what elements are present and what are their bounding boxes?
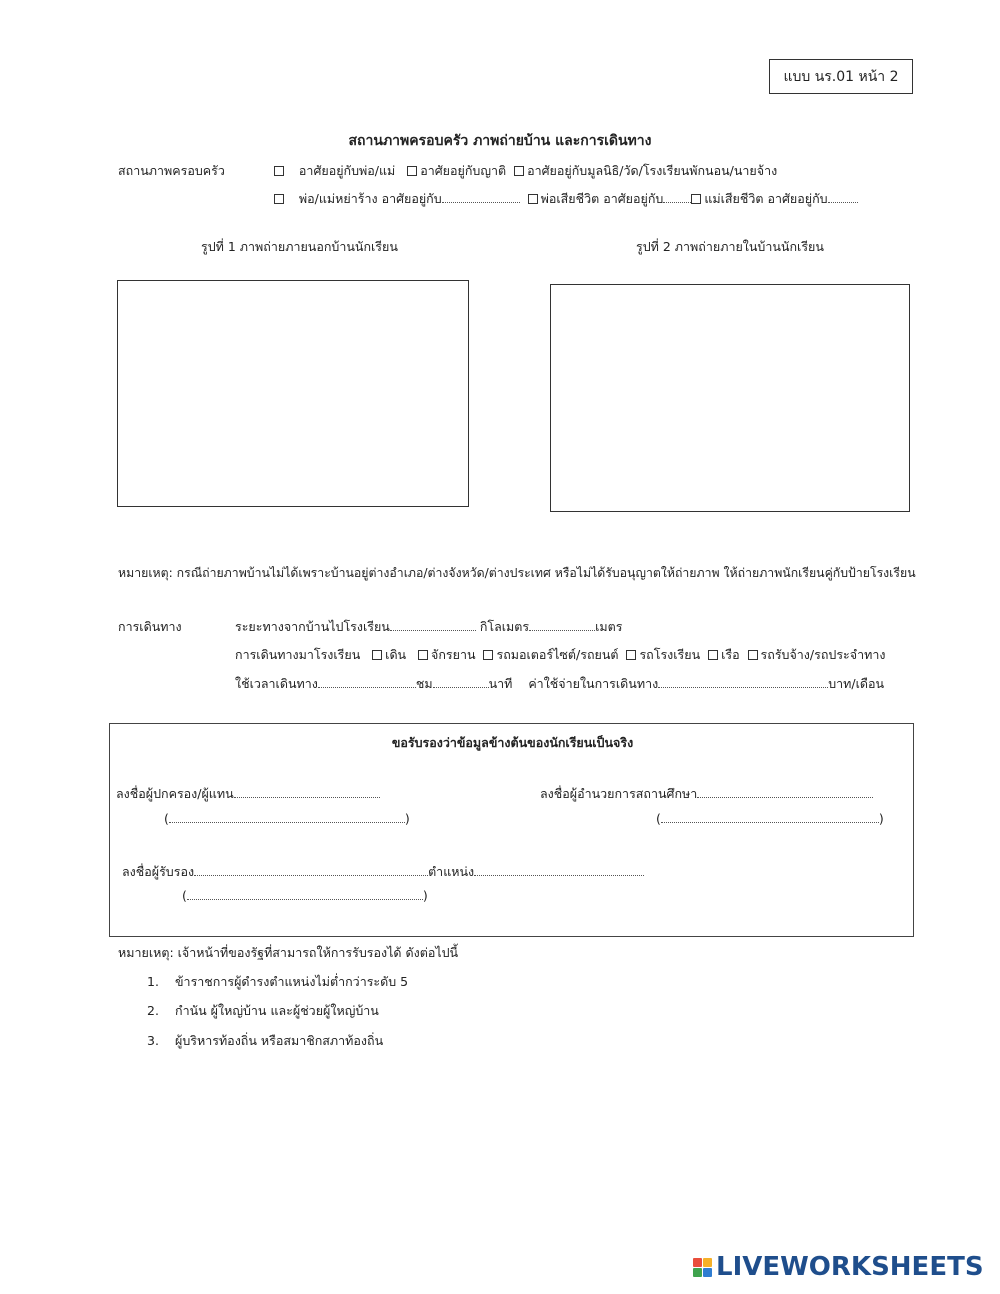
mode-boat: เรือ	[721, 647, 740, 662]
travel-minutes-field[interactable]	[433, 676, 489, 688]
certifier-name-field[interactable]	[187, 888, 423, 900]
minutes-unit: นาที	[488, 676, 513, 691]
certifier-list-item	[147, 1031, 383, 1051]
certifier-signature-field[interactable]	[194, 864, 428, 876]
certifier-name-row	[182, 888, 428, 903]
checkbox-bicycle[interactable]	[418, 650, 428, 660]
mode-school-bus: รถโรงเรียน	[639, 647, 701, 662]
guardian-signature-field[interactable]	[234, 786, 380, 798]
mode-motorcycle-car: รถมอเตอร์ไซต์/รถยนต์	[496, 647, 619, 662]
director-name-field[interactable]	[661, 811, 879, 823]
travel-label: การเดินทาง	[118, 619, 182, 634]
form-id-label: แบบ นร.01 หน้า 2	[769, 59, 913, 94]
open-paren: (	[656, 811, 661, 826]
option-mother-deceased: แม่เสียชีวิต อาศัยอยู่กับ	[704, 191, 828, 206]
page-title: สถานภาพครอบครัว ภาพถ่ายบ้าน และการเดินทาง	[348, 133, 652, 149]
director-signature-field[interactable]	[697, 786, 873, 798]
close-paren: )	[878, 811, 884, 826]
checkbox-hired-public-transport[interactable]	[748, 650, 758, 660]
logo-text: LIVEWORKSHEETS	[716, 1252, 984, 1282]
certifier-list-item	[147, 1001, 379, 1021]
option-father-deceased: พ่อเสียชีวิต อาศัยอยู่กับ	[540, 191, 664, 206]
list-number: 3.	[147, 1033, 159, 1048]
open-paren: (	[164, 811, 169, 826]
position-label: ตำแหน่ง	[428, 864, 475, 879]
guardian-signature-label: ลงชื่อผู้ปกครอง/ผู้แทน	[116, 786, 234, 801]
checkbox-live-with-relatives[interactable]	[407, 166, 417, 176]
travel-mode-row	[235, 645, 885, 665]
list-number: 2.	[147, 1003, 159, 1018]
logo-squares-icon	[693, 1258, 712, 1277]
checkbox-walk[interactable]	[372, 650, 382, 660]
mode-walk: เดิน	[385, 647, 407, 662]
hours-unit: ชม	[415, 676, 433, 691]
cost-label: ค่าใช้จ่ายในการเดินทาง	[528, 676, 659, 691]
list-text: ผู้บริหารท้องถิ่น หรือสมาชิกสภาท้องถิ่น	[175, 1033, 384, 1048]
list-number: 1.	[147, 974, 159, 989]
certifier-signature-label: ลงชื่อผู้รับรอง	[122, 864, 195, 879]
guardian-name-field[interactable]	[169, 811, 405, 823]
option-live-with-parents: อาศัยอยู่กับพ่อ/แม่	[298, 163, 396, 178]
option-live-with-foundation: อาศัยอยู่กับมูลนิธิ/วัด/โรงเรียนพักนอน/นายจ้าง	[527, 163, 778, 178]
photo-box-exterior[interactable]	[117, 280, 469, 507]
photo-caption-1: รูปที่ 1 ภาพถ่ายภายนอกบ้านนักเรียน	[201, 239, 398, 254]
mode-hired-public-transport: รถรับจ้าง/รถประจำทาง	[760, 647, 886, 662]
certifier-signature-row	[122, 862, 644, 882]
baht-unit: บาท/เดือน	[828, 676, 885, 691]
checkbox-boat[interactable]	[708, 650, 718, 660]
family-status-label: สถานภาพครอบครัว	[118, 163, 225, 178]
certifier-note-heading: หมายเหตุ: เจ้าหน้าที่ของรัฐที่สามารถให้การรับรองได้ ดังต่อไปนี้	[118, 945, 459, 960]
checkbox-school-bus[interactable]	[626, 650, 636, 660]
close-paren: )	[422, 888, 428, 903]
family-status-row-1	[274, 161, 777, 181]
close-paren: )	[404, 811, 410, 826]
travel-distance-row	[235, 617, 622, 637]
director-signature-row	[540, 784, 873, 804]
option-parents-divorced: พ่อ/แม่หย่าร้าง อาศัยอยู่กับ	[298, 191, 442, 206]
guardian-name-row	[164, 811, 410, 826]
certification-heading: ขอรับรองว่าข้อมูลข้างต้นของนักเรียนเป็นจริง	[391, 735, 634, 750]
km-unit: กิโลเมตร	[479, 619, 530, 634]
certifier-list-item	[147, 972, 408, 992]
list-text: ข้าราชการผู้ดำรงตำแหน่งไม่ต่ำกว่าระดับ 5	[175, 974, 409, 989]
photo-caption-2: รูปที่ 2 ภาพถ่ายภายในบ้านนักเรียน	[636, 239, 824, 254]
mother-deceased-lives-with-field[interactable]	[828, 191, 858, 203]
guardian-signature-row	[116, 784, 380, 804]
certifier-position-field[interactable]	[474, 864, 644, 876]
mode-label: การเดินทางมาโรงเรียน	[235, 647, 361, 662]
checkbox-mother-deceased[interactable]	[691, 194, 701, 204]
travel-cost-field[interactable]	[658, 676, 828, 688]
divorced-lives-with-field[interactable]	[442, 191, 520, 203]
director-name-row	[656, 811, 884, 826]
distance-label: ระยะทางจากบ้านไปโรงเรียน	[235, 619, 390, 634]
photo-note: หมายเหตุ: กรณีถ่ายภาพบ้านไม่ได้เพราะบ้านอยู่ต่างอำเภอ/ต่างจังหวัด/ต่างประเทศ หรือไม่ได้รับอนุญาตให้ถ่ายภาพ ให้ถ่ายภาพนักเรียนคู่กับป้ายโรงเรียน	[118, 566, 916, 580]
mode-bicycle: จักรยาน	[431, 647, 476, 662]
time-label: ใช้เวลาเดินทาง	[235, 676, 318, 691]
checkbox-father-deceased[interactable]	[528, 194, 538, 204]
checkbox-motorcycle-car[interactable]	[483, 650, 493, 660]
distance-m-field[interactable]	[529, 619, 595, 631]
family-status-row-2	[274, 189, 858, 209]
checkbox-live-with-foundation[interactable]	[514, 166, 524, 176]
liveworksheets-logo	[693, 1252, 984, 1282]
director-signature-label: ลงชื่อผู้อำนวยการสถานศึกษา	[540, 786, 698, 801]
m-unit: เมตร	[595, 619, 623, 634]
distance-km-field[interactable]	[390, 619, 476, 631]
option-live-with-relatives: อาศัยอยู่กับญาติ	[420, 163, 507, 178]
travel-time-row	[235, 674, 884, 694]
checkbox-parents-divorced[interactable]	[274, 194, 284, 204]
certification-box	[109, 723, 914, 937]
list-text: กำนัน ผู้ใหญ่บ้าน และผู้ช่วยผู้ใหญ่บ้าน	[175, 1003, 379, 1018]
photo-box-interior[interactable]	[550, 284, 910, 512]
open-paren: (	[182, 888, 187, 903]
father-deceased-lives-with-field[interactable]	[663, 191, 691, 203]
travel-hours-field[interactable]	[318, 676, 416, 688]
checkbox-live-with-parents[interactable]	[274, 166, 284, 176]
